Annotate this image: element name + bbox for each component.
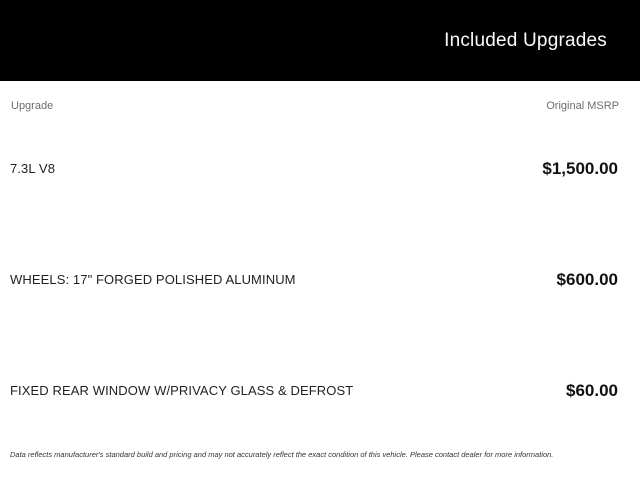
upgrade-name: FIXED REAR WINDOW W/PRIVACY GLASS & DEFROST xyxy=(10,383,354,398)
table-column-headers xyxy=(0,81,640,113)
footer xyxy=(0,446,640,480)
upgrade-price: $60.00 xyxy=(566,380,618,400)
upgrade-name: 7.3L V8 xyxy=(10,161,56,176)
table-row xyxy=(0,113,640,224)
disclaimer-text: Data reflects manufacturer's standard build and pricing and may not accurately reflect the exact condition of this vehicle. Please contact dealer for more information. xyxy=(10,450,554,459)
column-header-original-msrp: Original MSRP xyxy=(546,100,619,112)
column-header-upgrade: Upgrade xyxy=(11,100,54,112)
upgrade-name: WHEELS: 17" FORGED POLISHED ALUMINUM xyxy=(10,272,296,287)
upgrade-price: $600.00 xyxy=(556,269,618,289)
header-bar xyxy=(0,0,640,81)
table-row xyxy=(0,224,640,335)
upgrade-price: $1,500.00 xyxy=(542,158,618,178)
table-row xyxy=(0,335,640,446)
page-title: Included Upgrades xyxy=(444,29,607,51)
